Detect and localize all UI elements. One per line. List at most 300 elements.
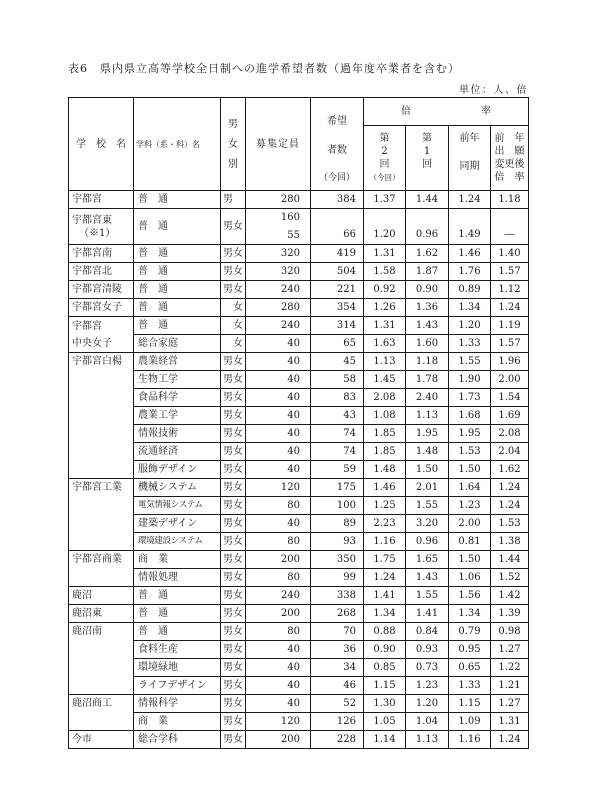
ratio-round2-cell: 1.16 [364, 533, 406, 551]
capacity-cell: 40 [246, 335, 311, 353]
table-row [69, 659, 529, 677]
gender-cell: 男女 [221, 677, 246, 695]
ratio-prev-year-cell: 0.65 [449, 659, 491, 677]
ratio-round2-cell: 1.41 [364, 587, 406, 605]
ratio-prev-after-cell: 1.54 [491, 389, 529, 407]
ratio-prev-after-cell: 1.62 [491, 461, 529, 479]
ratio-prev-year-cell: 1.56 [449, 587, 491, 605]
capacity-cell: 80 [246, 569, 311, 587]
ratio-prev-year-cell: 1.46 [449, 245, 491, 263]
ratio-prev-after-cell: 1.24 [491, 299, 529, 317]
ratio-round1-cell: 1.55 [406, 497, 449, 515]
ratio-round2-cell: 1.37 [364, 191, 406, 209]
ratio-prev-year-cell: 1.55 [449, 353, 491, 371]
ratio-round2-cell: 1.85 [364, 443, 406, 461]
ratio-round2-cell: 1.34 [364, 605, 406, 623]
header-applicants-current [311, 98, 364, 191]
applicants-cell: 384 [311, 191, 364, 209]
capacity-cell: 40 [246, 677, 311, 695]
school-name-line: （※1） [79, 227, 116, 239]
ratio-round2-cell: 1.75 [364, 551, 406, 569]
header-line: 同期 [459, 161, 480, 172]
school-name-cell [69, 209, 134, 245]
ratio-prev-year-cell: 0.81 [449, 533, 491, 551]
applicants-cell: 45 [311, 353, 364, 371]
capacity-cell: 240 [246, 587, 311, 605]
capacity-cell: 320 [246, 245, 311, 263]
ratio-round2-cell: 1.46 [364, 479, 406, 497]
department-cell: 環境建設システム [134, 533, 221, 551]
table-row [69, 353, 529, 371]
table-body [69, 191, 529, 749]
table-row [69, 425, 529, 443]
school-name-cell [69, 353, 134, 479]
school-name-cell [69, 731, 134, 749]
table-row [69, 191, 529, 209]
header-ratio-group: 倍 率 [364, 98, 529, 126]
department-cell: 普 通 [134, 281, 221, 299]
department-cell: 普 通 [134, 299, 221, 317]
school-name-line: 宇都宮 [72, 320, 102, 332]
ratio-prev-after-cell: 1.12 [491, 281, 529, 299]
capacity-cell: 40 [246, 695, 311, 713]
applicants-cell: 93 [311, 533, 364, 551]
department-cell: 食料生産 [134, 641, 221, 659]
ratio-prev-year-cell: 1.33 [449, 335, 491, 353]
ratio-prev-year-cell: 1.68 [449, 407, 491, 425]
table-row [69, 389, 529, 407]
header-department-name: 学科（系・科）名 [134, 98, 221, 191]
ratio-round1-cell: 1.04 [406, 713, 449, 731]
header-line: 前年 [459, 133, 480, 144]
capacity-cell: 200 [246, 605, 311, 623]
header-line: 第 [379, 133, 390, 144]
ratio-round1-cell: 0.96 [406, 209, 449, 245]
capacity-cell [246, 209, 311, 245]
gender-cell: 女 [221, 317, 246, 335]
capacity-cell: 40 [246, 407, 311, 425]
header-line: 第 [422, 133, 432, 144]
gender-cell: 男女 [221, 497, 246, 515]
applicants-cell: 34 [311, 659, 364, 677]
capacity-line: 55 [287, 230, 300, 241]
ratio-round1-cell: 1.48 [406, 443, 449, 461]
applicants-cell: 46 [311, 677, 364, 695]
capacity-cell: 120 [246, 479, 311, 497]
gender-cell: 男女 [221, 245, 246, 263]
ratio-prev-after-cell: 1.27 [491, 641, 529, 659]
department-cell: 普 通 [134, 209, 221, 245]
gender-cell: 男女 [221, 407, 246, 425]
header-line: 前 年 [494, 133, 525, 144]
applicants-cell: 74 [311, 425, 364, 443]
capacity-cell: 40 [246, 641, 311, 659]
applicants-cell: 52 [311, 695, 364, 713]
ratio-prev-year-cell: 1.34 [449, 299, 491, 317]
table-row [69, 299, 529, 317]
table-row [69, 461, 529, 479]
department-cell: 普 通 [134, 317, 221, 335]
ratio-prev-after-cell: 1.40 [491, 245, 529, 263]
school-name-line: 宇都宮清陵 [72, 284, 122, 295]
ratio-prev-year-cell: 0.89 [449, 281, 491, 299]
ratio-round2-cell: 2.23 [364, 515, 406, 533]
ratio-round1-cell: 1.18 [406, 353, 449, 371]
department-cell: 農業経営 [134, 353, 221, 371]
ratio-prev-year-cell: 0.95 [449, 641, 491, 659]
ratio-round1-cell: 1.62 [406, 245, 449, 263]
ratio-prev-after-cell: 1.31 [491, 713, 529, 731]
gender-cell: 男女 [221, 659, 246, 677]
school-name-cell [69, 317, 134, 353]
ratio-prev-year-cell: 1.49 [449, 209, 491, 245]
ratio-round1-cell: 1.95 [406, 425, 449, 443]
school-name-cell [69, 605, 134, 623]
department-cell: 農業工学 [134, 407, 221, 425]
school-name-line: 今市 [72, 734, 92, 745]
gender-cell: 男女 [221, 587, 246, 605]
ratio-prev-year-cell: 1.53 [449, 443, 491, 461]
school-name-line: 中央女子 [72, 337, 112, 349]
applicants-cell: 74 [311, 443, 364, 461]
department-cell: 生物工学 [134, 371, 221, 389]
gender-cell: 男女 [221, 479, 246, 497]
gender-cell: 男女 [221, 641, 246, 659]
applicants-cell: 221 [311, 281, 364, 299]
ratio-round1-cell: 0.90 [406, 281, 449, 299]
header-line: 倍 率 [494, 172, 525, 183]
ratio-prev-year-cell: 1.23 [449, 497, 491, 515]
header-ratio-round2-current [364, 126, 406, 191]
school-name-line: 鹿沼 [72, 590, 92, 601]
ratio-round2-cell: 1.15 [364, 677, 406, 695]
ratio-prev-year-cell: 2.00 [449, 515, 491, 533]
ratio-prev-after-cell: 0.98 [491, 623, 529, 641]
header-line: 2 [381, 146, 388, 157]
gender-cell: 男女 [221, 515, 246, 533]
ratio-prev-year-cell: 1.20 [449, 317, 491, 335]
table-row [69, 587, 529, 605]
gender-cell: 男女 [221, 443, 246, 461]
school-name-line: 宇都宮商業 [72, 554, 122, 565]
ratio-prev-year-cell: 0.79 [449, 623, 491, 641]
applicants-cell: 65 [311, 335, 364, 353]
ratio-prev-after-cell: 1.24 [491, 497, 529, 515]
gender-cell: 男女 [221, 695, 246, 713]
applicants-cell: 83 [311, 389, 364, 407]
ratio-prev-after-cell: 1.39 [491, 605, 529, 623]
capacity-cell: 240 [246, 281, 311, 299]
department-cell: 商 業 [134, 713, 221, 731]
school-name-cell [69, 299, 134, 317]
gender-cell: 男女 [221, 569, 246, 587]
header-ratio-round1 [406, 126, 449, 191]
ratio-round2-cell: 0.90 [364, 641, 406, 659]
ratio-round1-cell: 0.73 [406, 659, 449, 677]
table-row [69, 443, 529, 461]
ratio-prev-after-cell: 1.19 [491, 317, 529, 335]
header-line: 者数 [327, 144, 347, 156]
gender-cell: 男 [221, 191, 246, 209]
table-row [69, 209, 529, 245]
ratio-round2-cell: 1.25 [364, 497, 406, 515]
table-row [69, 641, 529, 659]
gender-cell: 男女 [221, 533, 246, 551]
ratio-round2-cell: 1.31 [364, 317, 406, 335]
table-row [69, 569, 529, 587]
ratio-round1-cell: 0.96 [406, 533, 449, 551]
capacity-cell: 40 [246, 443, 311, 461]
gender-cell: 女 [221, 299, 246, 317]
school-name-line: 宇都宮工業 [72, 482, 122, 493]
gender-cell: 男女 [221, 281, 246, 299]
table-row [69, 731, 529, 749]
applicants-cell: 66 [311, 209, 364, 245]
applicants-cell: 43 [311, 407, 364, 425]
gender-cell: 男女 [221, 263, 246, 281]
capacity-cell: 240 [246, 317, 311, 335]
applicants-cell: 175 [311, 479, 364, 497]
ratio-prev-after-cell: 1.53 [491, 515, 529, 533]
table-row [69, 677, 529, 695]
header-line: （今回） [318, 173, 355, 183]
gender-cell: 男女 [221, 209, 246, 245]
ratio-prev-after-cell: 2.08 [491, 425, 529, 443]
department-cell: 普 通 [134, 605, 221, 623]
capacity-cell: 280 [246, 299, 311, 317]
ratio-round1-cell: 1.44 [406, 191, 449, 209]
department-cell: 総合学科 [134, 731, 221, 749]
ratio-prev-year-cell: 1.95 [449, 425, 491, 443]
table-row [69, 407, 529, 425]
school-name-line: 鹿沼商工 [72, 698, 112, 709]
department-cell: 総合家庭 [134, 335, 221, 353]
school-name-line: 宇都宮北 [72, 266, 112, 277]
ratio-round2-cell: 1.85 [364, 425, 406, 443]
gender-cell: 男女 [221, 353, 246, 371]
ratio-round1-cell: 1.60 [406, 335, 449, 353]
ratio-prev-year-cell: 1.73 [449, 389, 491, 407]
ratio-prev-after-cell: 1.96 [491, 353, 529, 371]
ratio-round2-cell: 1.30 [364, 695, 406, 713]
header-line: 回 [422, 159, 432, 170]
table-row [69, 479, 529, 497]
ratio-round2-cell: 2.08 [364, 389, 406, 407]
table-title: 表6 県内県立高等学校全日制への進学希望者数（過年度卒業者を含む） [68, 62, 460, 75]
gender-cell: 男女 [221, 461, 246, 479]
ratio-prev-year-cell: 1.06 [449, 569, 491, 587]
department-cell: 普 通 [134, 587, 221, 605]
department-cell: 建築デザイン [134, 515, 221, 533]
ratio-prev-after-cell: 1.27 [491, 695, 529, 713]
ratio-prev-year-cell: 1.24 [449, 191, 491, 209]
capacity-cell: 40 [246, 659, 311, 677]
header-row-group [69, 98, 529, 126]
applicants-cell: 354 [311, 299, 364, 317]
ratio-round1-cell: 1.55 [406, 587, 449, 605]
header-line: 別 [228, 158, 238, 170]
capacity-cell: 80 [246, 533, 311, 551]
applicants-cell: 228 [311, 731, 364, 749]
ratio-round2-cell: 0.88 [364, 623, 406, 641]
department-cell: 普 通 [134, 245, 221, 263]
gender-cell: 男女 [221, 425, 246, 443]
ratio-round1-cell: 0.93 [406, 641, 449, 659]
unit-label: 単位：人、倍 [459, 85, 528, 96]
header-ratio-prev-year-same-period [449, 126, 491, 191]
gender-cell: 男女 [221, 551, 246, 569]
ratio-prev-year-cell: 1.16 [449, 731, 491, 749]
gender-cell: 男女 [221, 389, 246, 407]
ratio-prev-year-cell: 1.09 [449, 713, 491, 731]
ratio-round2-cell: 0.85 [364, 659, 406, 677]
applicants-table [68, 97, 529, 749]
ratio-round1-cell: 0.84 [406, 623, 449, 641]
header-line: 回 [379, 159, 390, 170]
applicants-cell: 268 [311, 605, 364, 623]
table-row [69, 623, 529, 641]
header-line: 1 [423, 146, 431, 157]
ratio-round1-cell: 1.43 [406, 317, 449, 335]
school-name-cell [69, 695, 134, 731]
ratio-prev-after-cell: 1.24 [491, 479, 529, 497]
table-row [69, 281, 529, 299]
applicants-cell: 419 [311, 245, 364, 263]
header-line: 出 願 [494, 146, 525, 157]
header-gender [221, 98, 246, 191]
ratio-prev-year-cell: 1.15 [449, 695, 491, 713]
school-name-line: 宇都宮南 [72, 248, 112, 259]
table-row [69, 551, 529, 569]
department-cell: 普 通 [134, 623, 221, 641]
ratio-prev-after-cell: 1.21 [491, 677, 529, 695]
capacity-cell: 40 [246, 353, 311, 371]
ratio-round2-cell: 0.92 [364, 281, 406, 299]
table-row [69, 371, 529, 389]
department-cell: 情報処理 [134, 569, 221, 587]
table-row [69, 605, 529, 623]
department-cell: 服飾デザイン [134, 461, 221, 479]
applicants-cell: 338 [311, 587, 364, 605]
school-name-cell [69, 623, 134, 695]
header-capacity: 募集定員 [246, 98, 311, 191]
ratio-prev-after-cell: 1.69 [491, 407, 529, 425]
ratio-round2-cell: 1.24 [364, 569, 406, 587]
capacity-cell: 320 [246, 263, 311, 281]
capacity-line: 160 [280, 212, 300, 223]
capacity-cell: 40 [246, 425, 311, 443]
table-row [69, 533, 529, 551]
ratio-round1-cell: 1.65 [406, 551, 449, 569]
school-name-cell [69, 191, 134, 209]
applicants-cell: 58 [311, 371, 364, 389]
ratio-round2-cell: 1.45 [364, 371, 406, 389]
applicants-cell: 100 [311, 497, 364, 515]
ratio-round1-cell: 1.50 [406, 461, 449, 479]
applicants-cell: 89 [311, 515, 364, 533]
gender-cell: 男女 [221, 731, 246, 749]
department-cell: 情報科学 [134, 695, 221, 713]
department-cell: 電気情報システム [134, 497, 221, 515]
ratio-prev-after-cell: 2.04 [491, 443, 529, 461]
header-line: 希望 [327, 116, 347, 127]
ratio-round2-cell: 1.31 [364, 245, 406, 263]
department-cell: 商 業 [134, 551, 221, 569]
capacity-cell: 40 [246, 515, 311, 533]
department-cell: 普 通 [134, 263, 221, 281]
ratio-prev-after-cell: 1.52 [491, 569, 529, 587]
table-row [69, 317, 529, 335]
department-cell: 流通経済 [134, 443, 221, 461]
ratio-prev-after-cell: 1.44 [491, 551, 529, 569]
ratio-prev-after-cell: 1.57 [491, 263, 529, 281]
ratio-prev-after-cell: 1.22 [491, 659, 529, 677]
gender-cell: 男女 [221, 713, 246, 731]
school-name-line: 鹿沼東 [72, 608, 102, 619]
ratio-prev-after-cell: ― [491, 209, 529, 245]
applicants-cell: 350 [311, 551, 364, 569]
ratio-round1-cell: 2.01 [406, 479, 449, 497]
school-name-cell [69, 281, 134, 299]
ratio-prev-after-cell: 2.00 [491, 371, 529, 389]
school-name-line: 宇都宮 [72, 194, 102, 205]
ratio-prev-after-cell: 1.57 [491, 335, 529, 353]
capacity-cell: 280 [246, 191, 311, 209]
school-name-line: 宇都宮白楊 [72, 356, 122, 367]
ratio-round2-cell: 1.08 [364, 407, 406, 425]
department-cell: ライフデザイン [134, 677, 221, 695]
ratio-round1-cell: 1.13 [406, 731, 449, 749]
applicants-cell: 59 [311, 461, 364, 479]
capacity-cell: 40 [246, 371, 311, 389]
table-row [69, 515, 529, 533]
capacity-cell: 40 [246, 461, 311, 479]
ratio-prev-after-cell: 1.38 [491, 533, 529, 551]
capacity-cell: 40 [246, 389, 311, 407]
ratio-prev-after-cell: 1.42 [491, 587, 529, 605]
applicants-cell: 504 [311, 263, 364, 281]
ratio-round1-cell: 1.36 [406, 299, 449, 317]
ratio-round2-cell: 1.58 [364, 263, 406, 281]
capacity-cell: 80 [246, 497, 311, 515]
department-cell: 環境緑地 [134, 659, 221, 677]
ratio-round1-cell: 1.87 [406, 263, 449, 281]
school-name-line: 宇都宮女子 [72, 302, 122, 313]
capacity-cell: 200 [246, 551, 311, 569]
ratio-round1-cell: 1.78 [406, 371, 449, 389]
ratio-round1-cell: 1.20 [406, 695, 449, 713]
ratio-prev-year-cell: 1.64 [449, 479, 491, 497]
applicants-cell: 99 [311, 569, 364, 587]
ratio-round2-cell: 1.48 [364, 461, 406, 479]
applicants-cell: 314 [311, 317, 364, 335]
ratio-prev-year-cell: 1.50 [449, 551, 491, 569]
ratio-round1-cell: 1.43 [406, 569, 449, 587]
ratio-prev-after-cell: 1.24 [491, 731, 529, 749]
ratio-round2-cell: 1.14 [364, 731, 406, 749]
ratio-round1-cell: 3.20 [406, 515, 449, 533]
header-line: （今回） [369, 173, 400, 182]
ratio-prev-year-cell: 1.50 [449, 461, 491, 479]
school-name-cell [69, 587, 134, 605]
school-name-line: 鹿沼南 [72, 626, 102, 637]
header-line: 女 [228, 138, 238, 150]
applicants-cell: 36 [311, 641, 364, 659]
ratio-round1-cell: 1.13 [406, 407, 449, 425]
header-ratio-prev-year-after-change [491, 126, 529, 191]
school-name-line: 宇都宮東 [72, 214, 112, 226]
ratio-prev-year-cell: 1.33 [449, 677, 491, 695]
